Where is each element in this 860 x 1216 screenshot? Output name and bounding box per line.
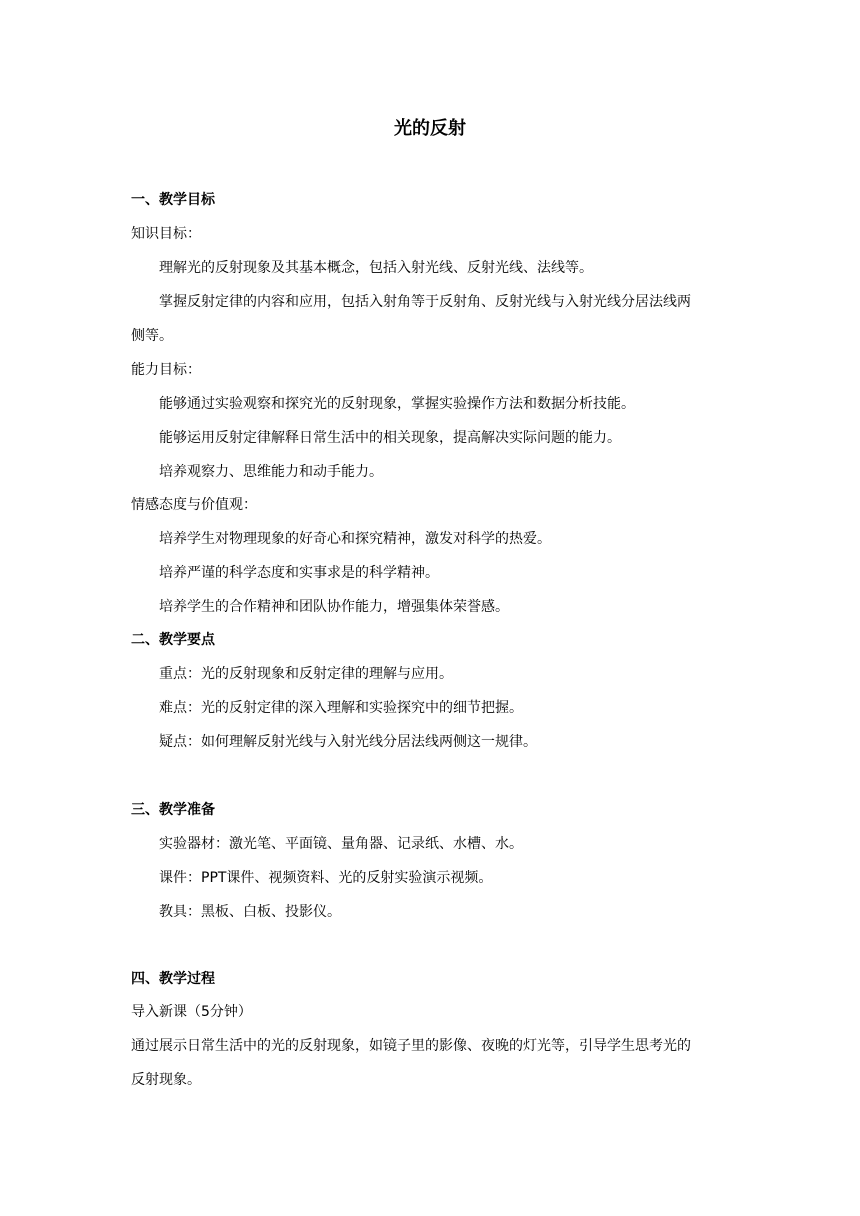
section-heading-process: 四、教学过程 [131, 971, 215, 987]
intro-text-line: 通过展示日常生活中的光的反射现象，如镜子里的影像、夜晚的灯光等，引导学生思考光的 [131, 1038, 691, 1054]
attitude-item: 培养严谨的科学态度和实事求是的科学精神。 [159, 565, 439, 581]
knowledge-item-continuation: 侧等。 [131, 328, 173, 344]
preparation-item: 课件：PPT课件、视频资料、光的反射实验演示视频。 [159, 870, 493, 886]
preparation-item: 教具：黑板、白板、投影仪。 [159, 904, 341, 920]
ability-item: 培养观察力、思维能力和动手能力。 [159, 464, 383, 480]
ability-item: 能够通过实验观察和探究光的反射现象，掌握实验操作方法和数据分析技能。 [159, 396, 635, 412]
section-heading-preparation: 三、教学准备 [131, 802, 215, 818]
attitude-objectives-label: 情感态度与价值观： [131, 497, 257, 513]
section-heading-key-points: 二、教学要点 [131, 632, 215, 648]
document-title: 光的反射 [394, 118, 466, 139]
knowledge-objectives-label: 知识目标： [131, 226, 201, 242]
attitude-item: 培养学生对物理现象的好奇心和探究精神，激发对科学的热爱。 [159, 531, 551, 547]
ability-objectives-label: 能力目标： [131, 362, 201, 378]
section-heading-objectives: 一、教学目标 [131, 192, 215, 208]
intro-text-line: 反射现象。 [131, 1072, 201, 1088]
ability-item: 能够运用反射定律解释日常生活中的相关现象，提高解决实际问题的能力。 [159, 430, 621, 446]
intro-label: 导入新课（5分钟） [131, 1004, 252, 1020]
knowledge-item: 掌握反射定律的内容和应用，包括入射角等于反射角、反射光线与入射光线分居法线两 [159, 294, 691, 310]
attitude-item: 培养学生的合作精神和团队协作能力，增强集体荣誉感。 [159, 599, 509, 615]
knowledge-item: 理解光的反射现象及其基本概念，包括入射光线、反射光线、法线等。 [159, 260, 593, 276]
preparation-item: 实验器材：激光笔、平面镜、量角器、记录纸、水槽、水。 [159, 836, 523, 852]
key-point-item: 难点：光的反射定律的深入理解和实验探究中的细节把握。 [159, 700, 523, 716]
key-point-item: 重点：光的反射现象和反射定律的理解与应用。 [159, 666, 453, 682]
key-point-item: 疑点：如何理解反射光线与入射光线分居法线两侧这一规律。 [159, 734, 537, 750]
